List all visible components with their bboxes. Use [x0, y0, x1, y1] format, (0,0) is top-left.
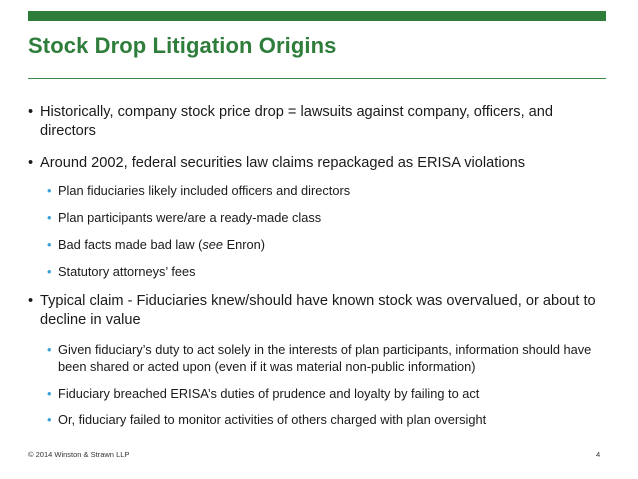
sub-bullet-breached-duties: • Fiduciary breached ERISA’s duties of prudence and loyalty by failing to act [47, 386, 480, 401]
bullet-typical-claim: • Typical claim - Fiduciaries knew/should have known stock was overvalued, or about to decline in value [28, 293, 596, 328]
bullet-historically: • Historically, company stock price drop = lawsuits against company, officers, and directors [28, 104, 554, 139]
sub-bullet-dot-icon: • [47, 342, 52, 357]
slide-title: Stock Drop Litigation Origins [28, 33, 337, 58]
bullet-dot-icon: • [28, 155, 34, 171]
sub-bullet-dot-icon: • [47, 412, 52, 427]
sub-bullet-dot-icon: • [47, 210, 52, 225]
sub-bullet-dot-icon: • [47, 264, 52, 279]
sub-bullet-duty-to-act: • Given fiduciary’s duty to act solely in the interests of plan participants, information should have been shared or acted upon (even if it was material non-public information) [47, 342, 592, 374]
sub-bullet-dot-icon: • [47, 183, 52, 198]
sub-bullet-bad-facts: • Bad facts made bad law (see Enron) [47, 237, 266, 252]
sub-bullet-plan-fiduciaries: • Plan fiduciaries likely included officers and directors [47, 183, 351, 198]
footer-copyright: © 2014 Winston & Strawn LLP [28, 450, 130, 459]
bullet-dot-icon: • [28, 293, 34, 309]
bullet-around-2002: • Around 2002, federal securities law claims repackaged as ERISA violations [28, 155, 526, 171]
sub-bullet-dot-icon: • [47, 386, 52, 401]
page-number: 4 [596, 450, 601, 459]
title-divider [28, 78, 606, 79]
sub-bullet-failed-to-monitor: • Or, fiduciary failed to monitor activities of others charged with plan oversight [47, 412, 487, 427]
sub-bullet-plan-participants: • Plan participants were/are a ready-made class [47, 210, 322, 225]
bullet-dot-icon: • [28, 104, 34, 120]
sub-bullet-attorneys-fees: • Statutory attorneys’ fees [47, 264, 196, 279]
top-accent-bar [28, 11, 606, 21]
sub-bullet-dot-icon: • [47, 237, 52, 252]
